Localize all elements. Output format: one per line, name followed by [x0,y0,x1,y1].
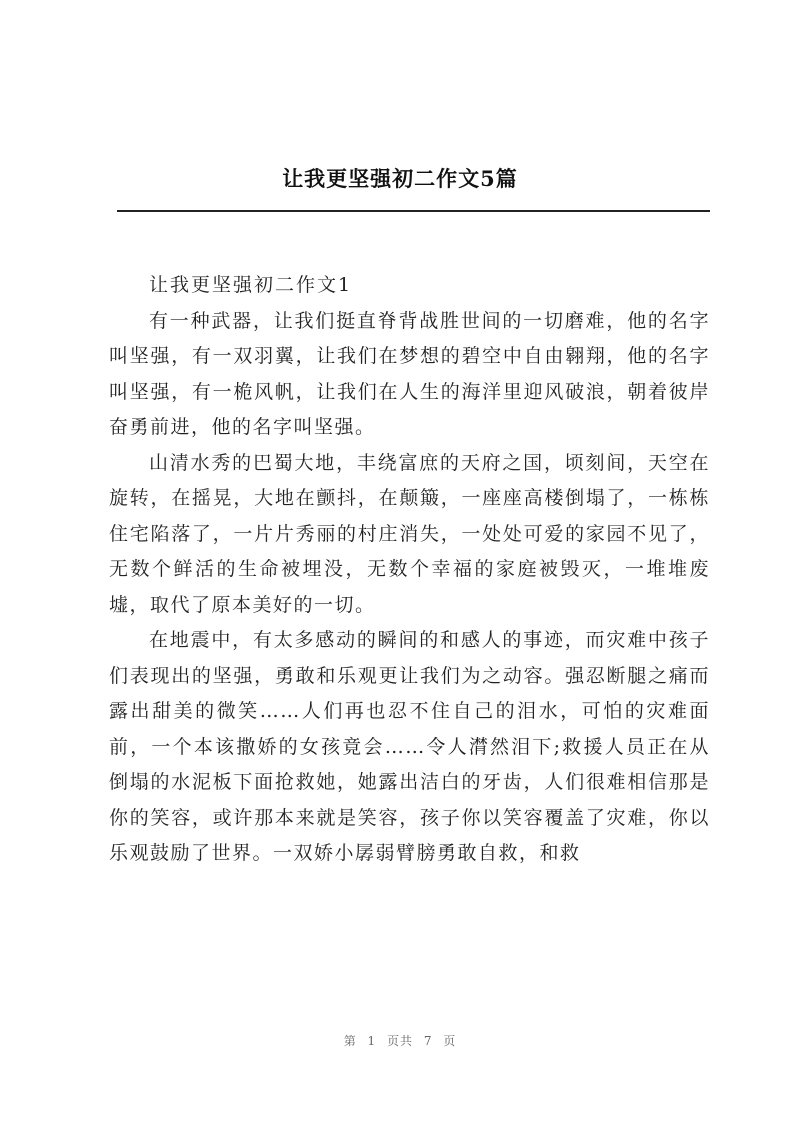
page-title: 让我更坚强初二作文5篇 [282,166,518,191]
paragraph-3: 在地震中，有太多感动的瞬间的和感人的事迹，而灾难中孩子们表现出的坚强，勇敢和乐观更让我们为之动容。强忍断腿之痛而露出甜美的微笑……人们再也忍不住自己的泪水，可怕的灾难面前，一个本该撒娇的女孩竟会……令人潸然泪下;救援人员正在从倒塌的水泥板下面抢救她，她露出洁白的牙齿，人们很难相信那是你的笑容，或许那本来就是笑容，孩子你以笑容覆盖了灾难，你以乐观鼓励了世界。一双娇小孱弱臂膀勇敢自救，和救 [109,629,710,864]
paragraph-2: 山清水秀的巴蜀大地，丰绕富庶的天府之国，顷刻间，天空在旋转，在摇晃，大地在颤抖，在颠簸，一座座高楼倒塌了，一栋栋住宅陷落了，一片片秀丽的村庄消失，一处处可爱的家园不见了，无数个鲜活的生命被埋没，无数个幸福的家庭被毁灭，一堆堆废墟，取代了原本美好的一切。 [109,451,710,616]
page-number-footer: 第 1 页共 7 页 [343,1034,457,1048]
section-heading: 让我更坚强初二作文1 [149,274,353,296]
document-body [109,268,710,872]
title-divider [117,210,710,212]
paragraph-1: 有一种武器，让我们挺直脊背战胜世间的一切磨难，他的名字叫坚强，有一双羽翼，让我们在梦想的碧空中自由翱翔，他的名字叫坚强，有一桅风帆，让我们在人生的海洋里迎风破浪，朝着彼岸奋勇前进，他的名字叫坚强。 [109,309,710,438]
